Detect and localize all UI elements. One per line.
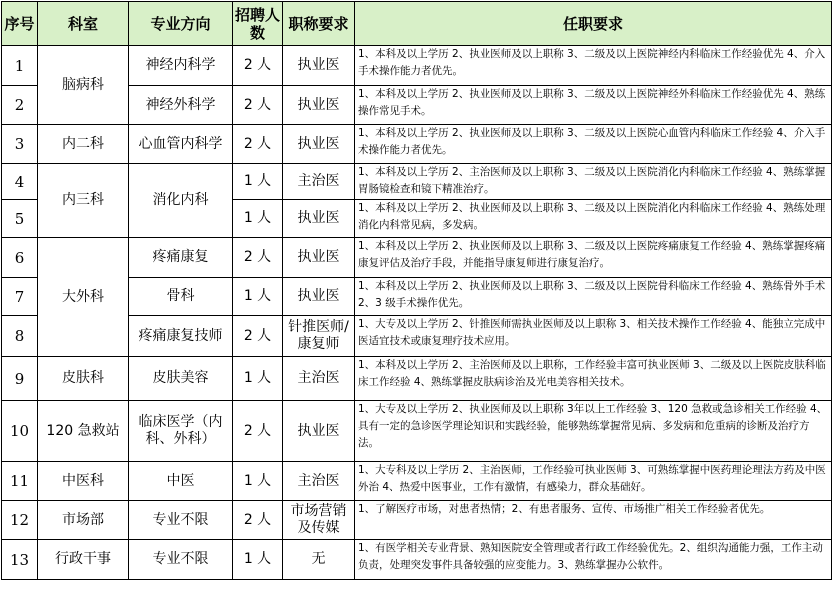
seq-cell: 2 [2, 86, 38, 125]
requirements-cell: 1、本科及以上学历 2、执业医师及以上职称 3、二级及以上医院神经外科临床工作经验优先 4、熟练操作常见手术。 [355, 86, 832, 125]
table-row [2, 46, 832, 86]
requirements-cell: 1、本科及以上学历 2、执业医师及以上职称 3、二级及以上医院骨科临床工作经验 4、熟练骨外手术 2、3 级手术操作优先。 [355, 278, 832, 316]
title-cell: 执业医 [283, 401, 355, 462]
header-row [2, 2, 832, 46]
specialty-cell: 心血管内科学 [129, 125, 233, 164]
dept-cell: 中医科 [38, 462, 129, 501]
count-cell: 2 人 [233, 86, 283, 125]
dept-cell: 内二科 [38, 125, 129, 164]
seq-cell: 1 [2, 46, 38, 86]
requirements-cell: 1、大专及以上学历 2、执业医师及以上职称 3年以上工作经验 3、120 急救或急诊相关工作经验 4、具有一定的急诊医学理论知识和实践经验，能够熟练掌握常见病、多发病和危重病的诊断及治疗方法。 [355, 401, 832, 462]
requirements-cell: 1、本科及以上学历 2、执业医师及以上职称 3、二级及以上医院疼痛康复工作经验 4、熟练掌握疼痛康复评估及治疗手段，并能指导康复师进行康复治疗。 [355, 238, 832, 278]
count-cell: 1 人 [233, 462, 283, 501]
table-row [2, 164, 832, 200]
seq-cell: 5 [2, 200, 38, 238]
requirements-cell: 1、本科及以上学历 2、主治医师及以上职称 3、二级及以上医院消化内科临床工作经验 4、熟练掌握胃肠镜检查和镜下精准治疗。 [355, 164, 832, 200]
requirements-cell: 1、本科及以上学历 2、执业医师及以上职称 3、二级及以上医院心血管内科临床工作经验 4、介入手术操作能力者优先。 [355, 125, 832, 164]
title-cell: 主治医 [283, 357, 355, 401]
table-row [2, 540, 832, 580]
title-cell: 执业医 [283, 86, 355, 125]
count-cell: 2 人 [233, 501, 283, 540]
title-cell: 市场营销及传媒 [283, 501, 355, 540]
table-row [2, 125, 832, 164]
requirements-cell: 1、大专科及以上学历 2、主治医师，工作经验可执业医师 3、可熟练掌握中医药理论理法方药及中医外治 4、热爱中医事业，工作有激情，有感染力，群众基础好。 [355, 462, 832, 501]
table-row [2, 462, 832, 501]
count-cell: 1 人 [233, 164, 283, 200]
specialty-cell: 骨科 [129, 278, 233, 316]
seq-cell: 3 [2, 125, 38, 164]
title-cell: 无 [283, 540, 355, 580]
count-cell: 1 人 [233, 200, 283, 238]
requirements-cell: 1、大专及以上学历 2、针推医师需执业医师及以上职称 3、相关技术操作工作经验 4、能独立完成中医适宜技术或康复理疗技术应用。 [355, 316, 832, 357]
title-cell: 主治医 [283, 164, 355, 200]
specialty-cell: 神经外科学 [129, 86, 233, 125]
table-row [2, 357, 832, 401]
requirements-cell: 1、有医学相关专业背景、熟知医院安全管理或者行政工作经验优先。2、组织沟通能力强，工作主动负责，处理突发事件具备较强的应变能力。3、熟练掌握办公软件。 [355, 540, 832, 580]
requirements-cell: 1、了解医疗市场，对患者热情；2、有患者服务、宣传、市场推广相关工作经验者优先。 [355, 501, 832, 540]
header-dept: 科室 [38, 2, 129, 46]
recruitment-table [1, 1, 832, 580]
specialty-cell: 皮肤美容 [129, 357, 233, 401]
header-count: 招聘人数 [233, 2, 283, 46]
seq-cell: 10 [2, 401, 38, 462]
specialty-cell: 疼痛康复 [129, 238, 233, 278]
specialty-cell: 专业不限 [129, 501, 233, 540]
dept-cell: 120 急救站 [38, 401, 129, 462]
title-cell: 执业医 [283, 278, 355, 316]
table-row [2, 501, 832, 540]
title-cell: 执业医 [283, 200, 355, 238]
specialty-cell: 神经内科学 [129, 46, 233, 86]
header-seq: 序号 [2, 2, 38, 46]
header-title: 职称要求 [283, 2, 355, 46]
count-cell: 2 人 [233, 316, 283, 357]
seq-cell: 7 [2, 278, 38, 316]
seq-cell: 12 [2, 501, 38, 540]
seq-cell: 13 [2, 540, 38, 580]
seq-cell: 4 [2, 164, 38, 200]
table-row [2, 401, 832, 462]
dept-cell: 脑病科 [38, 46, 129, 125]
requirements-cell: 1、本科及以上学历 2、执业医师及以上职称 3、二级及以上医院神经内科临床工作经验优先 4、介入手术操作能力者优先。 [355, 46, 832, 86]
count-cell: 2 人 [233, 238, 283, 278]
count-cell: 1 人 [233, 357, 283, 401]
specialty-cell: 临床医学（内科、外科） [129, 401, 233, 462]
dept-cell: 大外科 [38, 238, 129, 357]
dept-cell: 皮肤科 [38, 357, 129, 401]
title-cell: 执业医 [283, 46, 355, 86]
dept-cell: 市场部 [38, 501, 129, 540]
specialty-cell: 消化内科 [129, 164, 233, 238]
seq-cell: 8 [2, 316, 38, 357]
specialty-cell: 中医 [129, 462, 233, 501]
seq-cell: 11 [2, 462, 38, 501]
specialty-cell: 疼痛康复技师 [129, 316, 233, 357]
table-row [2, 238, 832, 278]
requirements-cell: 1、本科及以上学历 2、主治医师及以上职称，工作经验丰富可执业医师 3、二级及以上医院皮肤科临床工作经验 4、熟练掌握皮肤病诊治及光电美容相关技术。 [355, 357, 832, 401]
count-cell: 2 人 [233, 125, 283, 164]
title-cell: 主治医 [283, 462, 355, 501]
title-cell: 针推医师/康复师 [283, 316, 355, 357]
dept-cell: 内三科 [38, 164, 129, 238]
count-cell: 1 人 [233, 540, 283, 580]
seq-cell: 9 [2, 357, 38, 401]
seq-cell: 6 [2, 238, 38, 278]
header-specialty: 专业方向 [129, 2, 233, 46]
dept-cell: 行政干事 [38, 540, 129, 580]
count-cell: 2 人 [233, 46, 283, 86]
title-cell: 执业医 [283, 238, 355, 278]
title-cell: 执业医 [283, 125, 355, 164]
header-requirements: 任职要求 [355, 2, 832, 46]
specialty-cell: 专业不限 [129, 540, 233, 580]
count-cell: 1 人 [233, 278, 283, 316]
requirements-cell: 1、本科及以上学历 2、执业医师及以上职称 3、二级及以上医院消化内科临床工作经验 4、熟练处理消化内科常见病，多发病。 [355, 200, 832, 238]
count-cell: 2 人 [233, 401, 283, 462]
